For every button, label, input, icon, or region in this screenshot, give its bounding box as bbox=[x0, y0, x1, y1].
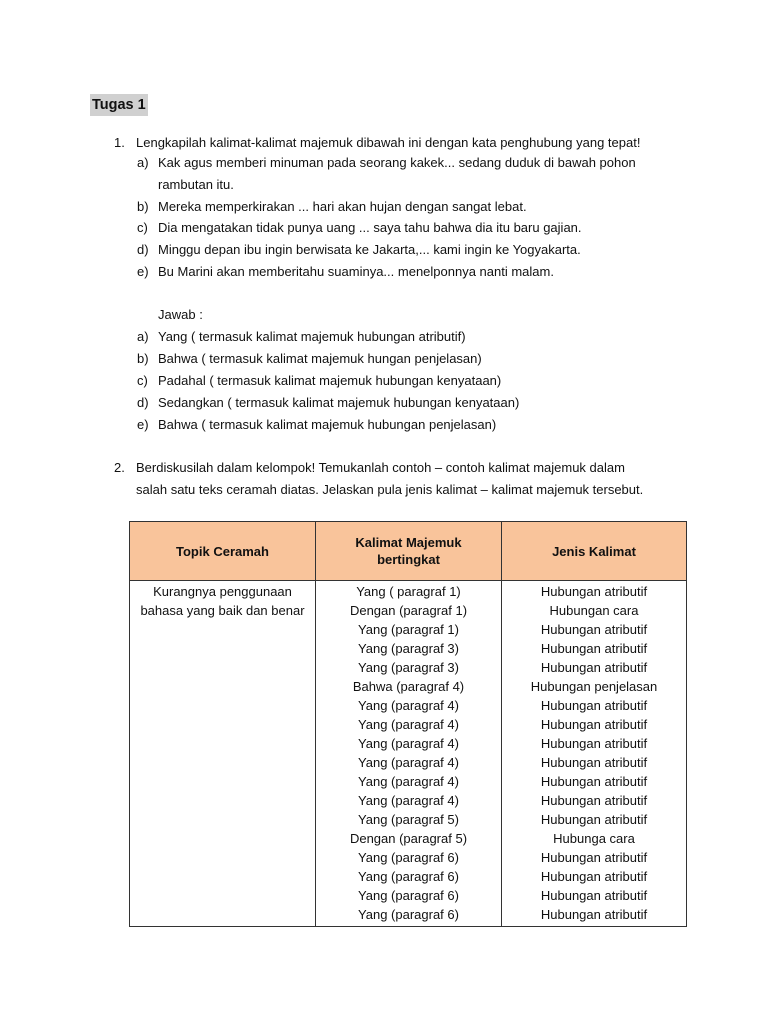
kalimat-entry: Yang (paragraf 6) bbox=[358, 888, 459, 903]
answer-label: e) bbox=[137, 417, 149, 432]
jenis-entry: Hubungan atributif bbox=[540, 793, 648, 808]
question-item-text: Mereka memperkirakan ... hari akan hujan dengan sangat lebat. bbox=[158, 199, 527, 214]
question-item-label: a) bbox=[137, 155, 149, 170]
jenis-entry: Hubungan atributif bbox=[540, 736, 648, 751]
page-title: Tugas 1 bbox=[90, 94, 148, 116]
jenis-entry: Hubungan atributif bbox=[540, 584, 648, 599]
kalimat-entry: Yang ( paragraf 1) bbox=[356, 584, 461, 599]
jenis-entry: Hubungan atributif bbox=[540, 850, 648, 865]
jenis-entry: Hubungan cara bbox=[549, 603, 639, 618]
table-row bbox=[130, 581, 687, 927]
topic-line: bahasa yang baik dan benar bbox=[140, 603, 305, 618]
kalimat-entry: Yang (paragraf 5) bbox=[358, 812, 459, 827]
kalimat-entry: Yang (paragraf 4) bbox=[358, 755, 459, 770]
question-item-label: b) bbox=[137, 199, 149, 214]
kalimat-entry: Dengan (paragraf 1) bbox=[349, 603, 468, 618]
question-item-text: Bu Marini akan memberitahu suaminya... menelponnya nanti malam. bbox=[158, 264, 554, 279]
answer-label: b) bbox=[137, 351, 149, 366]
kalimat-entry: Yang (paragraf 4) bbox=[358, 793, 459, 808]
header-kalimat-text: Kalimat Majemuk bertingkat bbox=[355, 535, 462, 567]
question-item-text: Minggu depan ibu ingin berwisata ke Jakarta,... kami ingin ke Yogyakarta. bbox=[158, 242, 581, 257]
jenis-entry: Hubungan atributif bbox=[540, 660, 648, 675]
answer-text: Bahwa ( termasuk kalimat majemuk hubungan penjelasan) bbox=[158, 417, 497, 432]
kalimat-entry: Yang (paragraf 4) bbox=[358, 774, 459, 789]
kalimat-entry: Yang (paragraf 6) bbox=[358, 907, 459, 922]
question-item-text: Kak agus memberi minuman pada seorang kakek... sedang duduk di bawah pohon bbox=[158, 155, 636, 170]
question-item-text: Dia mengatakan tidak punya uang ... saya tahu bahwa dia itu baru gajian. bbox=[158, 220, 582, 235]
jenis-entry: Hubungan atributif bbox=[540, 717, 648, 732]
question-2-text: Berdiskusilah dalam kelompok! Temukanlah contoh – contoh kalimat majemuk dalam bbox=[136, 460, 625, 475]
question-item-label: d) bbox=[137, 242, 149, 257]
answer-text: Yang ( termasuk kalimat majemuk hubungan atributif) bbox=[158, 329, 466, 344]
question-item-text: rambutan itu. bbox=[158, 177, 234, 192]
answer-label: d) bbox=[137, 395, 149, 410]
jenis-entry: Hubungan penjelasan bbox=[530, 679, 658, 694]
answer-heading: Jawab : bbox=[158, 307, 203, 322]
jenis-entry: Hubungan atributif bbox=[540, 622, 648, 637]
kalimat-entry: Yang (paragraf 4) bbox=[358, 698, 459, 713]
kalimat-entry: Bahwa (paragraf 4) bbox=[352, 679, 465, 694]
question-item-label: e) bbox=[137, 264, 149, 279]
jenis-entry: Hubungan atributif bbox=[540, 888, 648, 903]
topic-line: Kurangnya penggunaan bbox=[153, 584, 292, 599]
jenis-entry: Hubunga cara bbox=[553, 831, 635, 846]
question-2-text: salah satu teks ceramah diatas. Jelaskan pula jenis kalimat – kalimat majemuk tersebut. bbox=[136, 482, 644, 497]
jenis-entry: Hubungan atributif bbox=[540, 774, 648, 789]
question-1-number: 1. bbox=[114, 135, 125, 150]
kalimat-entry: Yang (paragraf 3) bbox=[358, 660, 459, 675]
topic-cell bbox=[130, 581, 316, 927]
answer-label: a) bbox=[137, 329, 149, 344]
answer-text: Bahwa ( termasuk kalimat majemuk hungan penjelasan) bbox=[158, 351, 482, 366]
kalimat-entry: Yang (paragraf 6) bbox=[358, 869, 459, 884]
jenis-entry: Hubungan atributif bbox=[540, 869, 648, 884]
kalimat-entry: Yang (paragraf 4) bbox=[358, 736, 459, 751]
kalimat-entry: Yang (paragraf 1) bbox=[358, 622, 459, 637]
jenis-entry: Hubungan atributif bbox=[540, 755, 648, 770]
jenis-entry: Hubungan atributif bbox=[540, 641, 648, 656]
answer-text: Sedangkan ( termasuk kalimat majemuk hubungan kenyataan) bbox=[158, 395, 520, 410]
kalimat-entry: Yang (paragraf 4) bbox=[358, 717, 459, 732]
jenis-cell bbox=[502, 581, 687, 927]
kalimat-entry: Yang (paragraf 6) bbox=[358, 850, 459, 865]
header-kalimat bbox=[316, 522, 502, 581]
question-item-label: c) bbox=[137, 220, 148, 235]
answer-table bbox=[129, 521, 687, 927]
jenis-entry: Hubungan atributif bbox=[540, 698, 648, 713]
jenis-entry: Hubungan atributif bbox=[540, 812, 648, 827]
header-topik: Topik Ceramah bbox=[130, 522, 316, 581]
question-1-text: Lengkapilah kalimat-kalimat majemuk dibawah ini dengan kata penghubung yang tepat! bbox=[136, 135, 641, 150]
answer-label: c) bbox=[137, 373, 148, 388]
kalimat-entry: Dengan (paragraf 5) bbox=[349, 831, 468, 846]
answer-text: Padahal ( termasuk kalimat majemuk hubungan kenyataan) bbox=[158, 373, 502, 388]
kalimat-entry: Yang (paragraf 3) bbox=[358, 641, 459, 656]
kalimat-cell bbox=[316, 581, 502, 927]
jenis-entry: Hubungan atributif bbox=[540, 907, 648, 922]
question-2-number: 2. bbox=[114, 460, 125, 475]
header-jenis: Jenis Kalimat bbox=[502, 522, 687, 581]
